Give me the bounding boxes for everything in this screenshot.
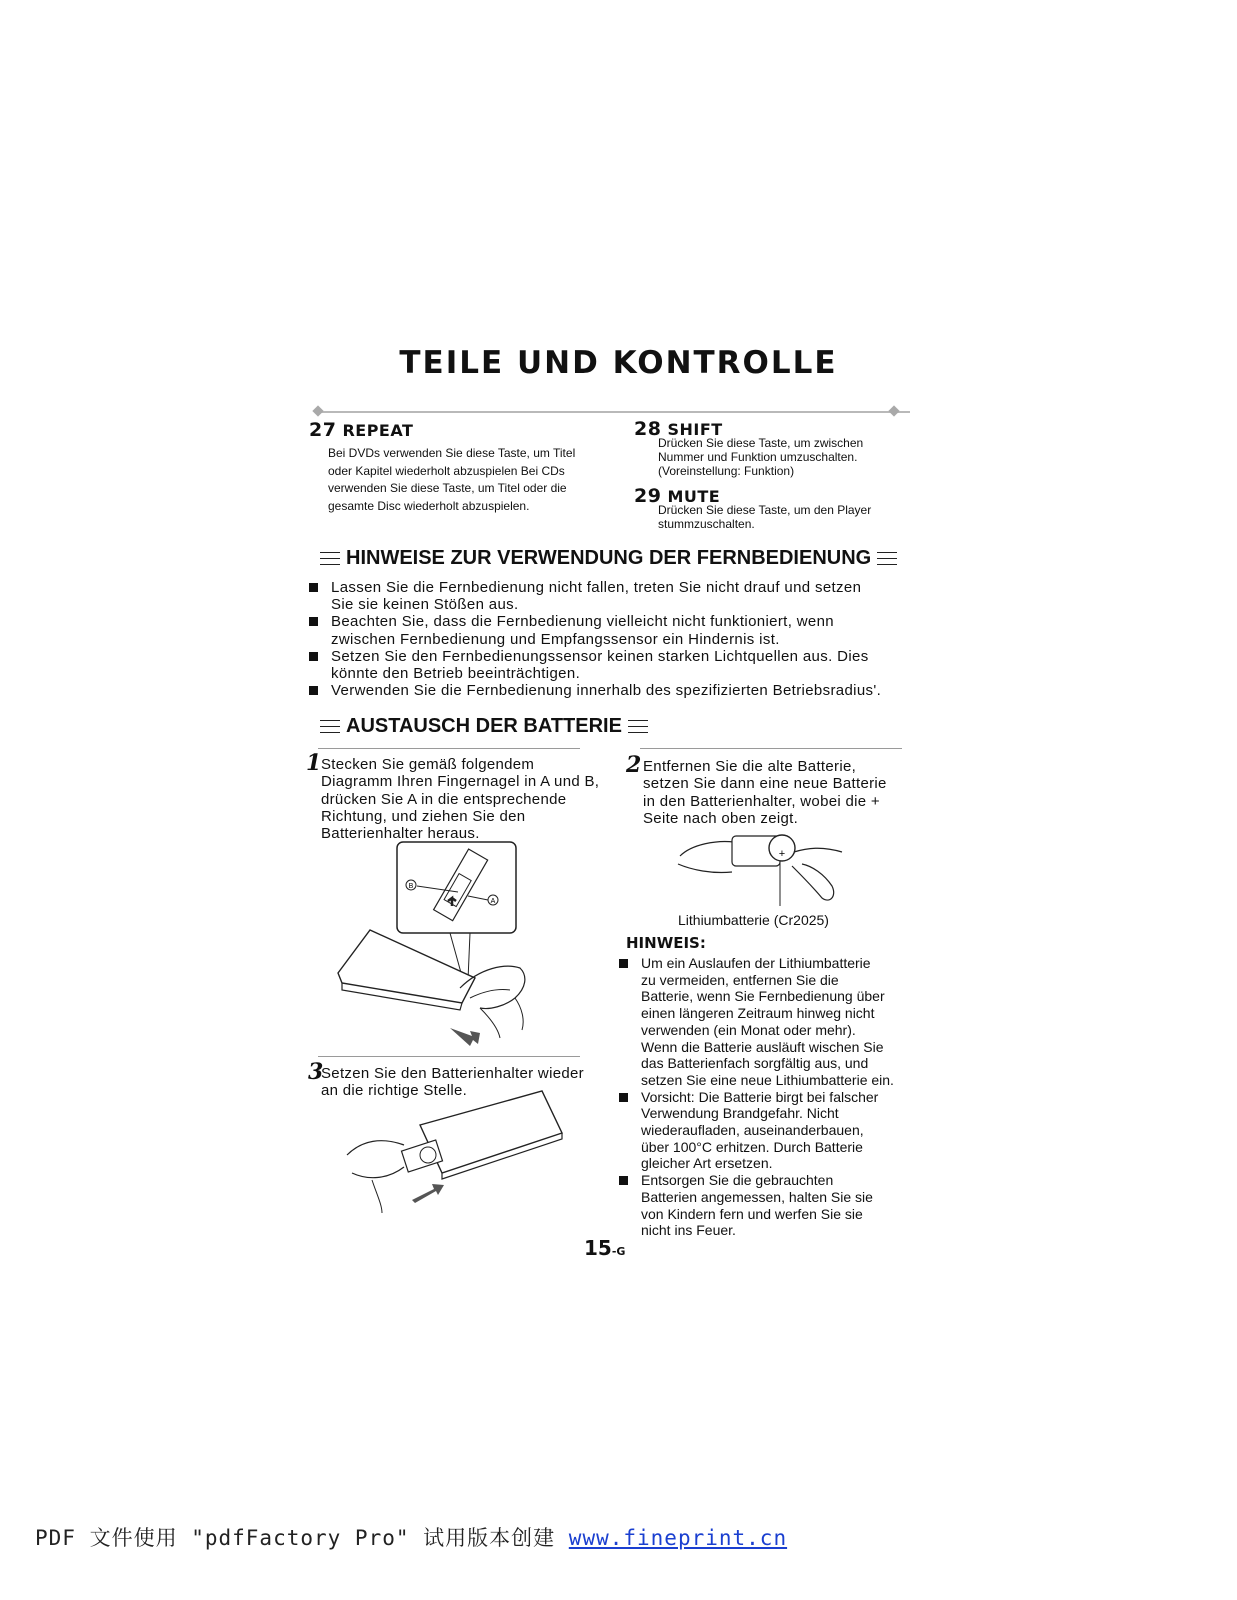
control-repeat (309, 419, 609, 515)
list-item (616, 1172, 916, 1239)
step-1-rule (318, 748, 580, 749)
text-line: verwenden (ein Monat oder mehr). (641, 1021, 856, 1038)
list-item (306, 648, 926, 682)
text-line: in den Batterienhalter, wobei die + (643, 792, 880, 810)
control-number: 28 (634, 418, 662, 440)
control-number: 27 (309, 419, 337, 441)
text-line: Seite nach oben zeigt. (643, 809, 799, 827)
text-line: verwenden Sie diese Taste, um Titel oder die (328, 481, 567, 495)
step-2-text (643, 758, 913, 827)
insert-holder-illustration (342, 1085, 567, 1215)
step-1-number: 1 (306, 750, 322, 776)
control-mute (634, 485, 934, 531)
menu-lines-icon (877, 552, 897, 565)
step-2-rule (640, 748, 902, 749)
step-3-rule (318, 1056, 580, 1057)
text-line: oder Kapitel wiederholt abzuspielen Bei CDs (328, 463, 565, 478)
divider-left-diamond (312, 405, 323, 416)
plus-label: + (778, 848, 786, 860)
footer-text: PDF 文件使用 "pdfFactory Pro" 试用版本创建 (35, 1526, 569, 1550)
text-line: Beachten Sie, dass die Fernbedienung vielleicht nicht funktioniert, wenn (331, 613, 834, 631)
text-line: zu vermeiden, entfernen Sie die (641, 971, 839, 988)
text-line: Entfernen Sie die alte Batterie, (643, 758, 857, 775)
text-line: Drücken Sie diese Taste, um den Player (658, 503, 872, 517)
text-line: könnte den Betrieb beeinträchtigen. (331, 665, 581, 683)
text-line: wiederaufladen, auseinanderbauen, (641, 1122, 864, 1139)
remote-notes-heading (314, 547, 903, 570)
text-line: Batterien angemessen, halten Sie sie (641, 1188, 873, 1205)
text-line: Entsorgen Sie die gebrauchten (641, 1172, 834, 1189)
remote-holder-illustration (330, 838, 540, 1053)
text-line: über 100°C erhitzen. Durch Batterie (641, 1138, 863, 1155)
menu-lines-icon (320, 720, 340, 733)
list-item (616, 1089, 916, 1173)
note-heading: HINWEIS: (626, 934, 706, 952)
battery-heading-text: AUSTAUSCH DER BATTERIE (346, 715, 622, 737)
battery-caption: Lithiumbatterie (Cr2025) (678, 912, 829, 928)
divider-right-diamond (888, 405, 899, 416)
text-line: Verwendung Brandgefahr. Nicht (641, 1105, 839, 1122)
step-3-number: 3 (308, 1059, 324, 1085)
page-number-value: 15 (584, 1236, 612, 1260)
text-line: Setzen Sie den Fernbedienungssensor keinen starken Lichtquellen aus. Dies (331, 647, 869, 665)
page-title: TEILE UND KONTROLLE (399, 345, 838, 381)
step-1-text (321, 756, 621, 842)
lithium-battery-illustration (672, 826, 857, 911)
page-number (584, 1236, 625, 1260)
title-divider (318, 411, 910, 413)
text-line: Vorsicht: Die Batterie birgt bei falscher (641, 1088, 879, 1105)
battery-heading (314, 715, 654, 738)
text-line: (Voreinstellung: Funktion) (658, 464, 795, 478)
control-name: MUTE (667, 487, 721, 506)
text-line: Richtung, und ziehen Sie den (321, 807, 526, 825)
text-line: Lassen Sie die Fernbedienung nicht fallen, treten Sie nicht drauf und setzen (331, 579, 862, 596)
battery-notes-list (616, 955, 916, 1239)
control-shift-description (658, 436, 934, 478)
text-line: Setzen Sie den Batterienhalter wieder (321, 1065, 584, 1082)
text-line: setzen Sie dann eine neue Batterie (643, 775, 887, 793)
page-number-suffix: -G (611, 1245, 626, 1258)
text-line: Stecken Sie gemäß folgendem (321, 756, 535, 773)
text-line: gleicher Art ersetzen. (641, 1155, 773, 1172)
text-line: setzen Sie eine neue Lithiumbatterie ein. (641, 1071, 894, 1088)
text-line: an die richtige Stelle. (321, 1082, 468, 1100)
control-mute-description (658, 503, 934, 531)
label-a: A (490, 898, 496, 905)
list-item (616, 955, 916, 1089)
step-2-number: 2 (626, 752, 642, 778)
control-repeat-heading (309, 419, 609, 441)
control-shift (634, 418, 934, 478)
text-line: zwischen Fernbedienung und Empfangssensor ein Hindernis ist. (331, 630, 780, 648)
text-line: Batterienhalter heraus. (321, 825, 480, 843)
text-line: Drücken Sie diese Taste, um zwischen (658, 436, 864, 450)
text-line: Batterie, wenn Sie Fernbedienung über (641, 988, 885, 1005)
remote-notes-heading-text: HINWEISE ZUR VERWENDUNG DER FERNBEDIENUNG (346, 547, 872, 569)
list-item (306, 613, 926, 647)
text-line: einen längeren Zeitraum hinweg nicht (641, 1005, 875, 1022)
control-name: SHIFT (667, 420, 723, 439)
text-line: Wenn die Batterie ausläuft wischen Sie (641, 1038, 884, 1055)
text-line: Nummer und Funktion umzuschalten. (658, 450, 858, 464)
text-line: Diagramm Ihren Fingernagel in A und B, (321, 773, 600, 791)
list-item (306, 579, 926, 613)
menu-lines-icon (628, 720, 648, 733)
control-number: 29 (634, 485, 662, 507)
menu-lines-icon (320, 552, 340, 565)
text-line: Bei DVDs verwenden Sie diese Taste, um Titel (328, 446, 576, 460)
text-line: Um ein Auslaufen der Lithiumbatterie (641, 955, 871, 971)
text-line: nicht ins Feuer. (641, 1222, 736, 1239)
text-line: stummzuschalten. (658, 517, 755, 531)
text-line: gesamte Disc wiederholt abzuspielen. (328, 498, 530, 513)
control-name: REPEAT (342, 421, 414, 440)
text-line: Verwenden Sie die Fernbedienung innerhalb des spezifizierten Betriebsradius'. (331, 682, 882, 700)
pdf-footer (35, 1522, 787, 1552)
control-repeat-description (328, 445, 609, 515)
footer-link[interactable]: www.fineprint.cn (568, 1526, 788, 1550)
text-line: drücken Sie A in die entsprechende (321, 790, 567, 808)
label-b: B (408, 883, 414, 890)
text-line: von Kindern fern und werfen Sie sie (641, 1205, 863, 1222)
text-line: Sie sie keinen Stößen aus. (331, 596, 519, 614)
remote-notes-list (306, 579, 926, 699)
list-item (306, 682, 926, 699)
text-line: das Batterienfach sorgfältig aus, und (641, 1055, 869, 1072)
